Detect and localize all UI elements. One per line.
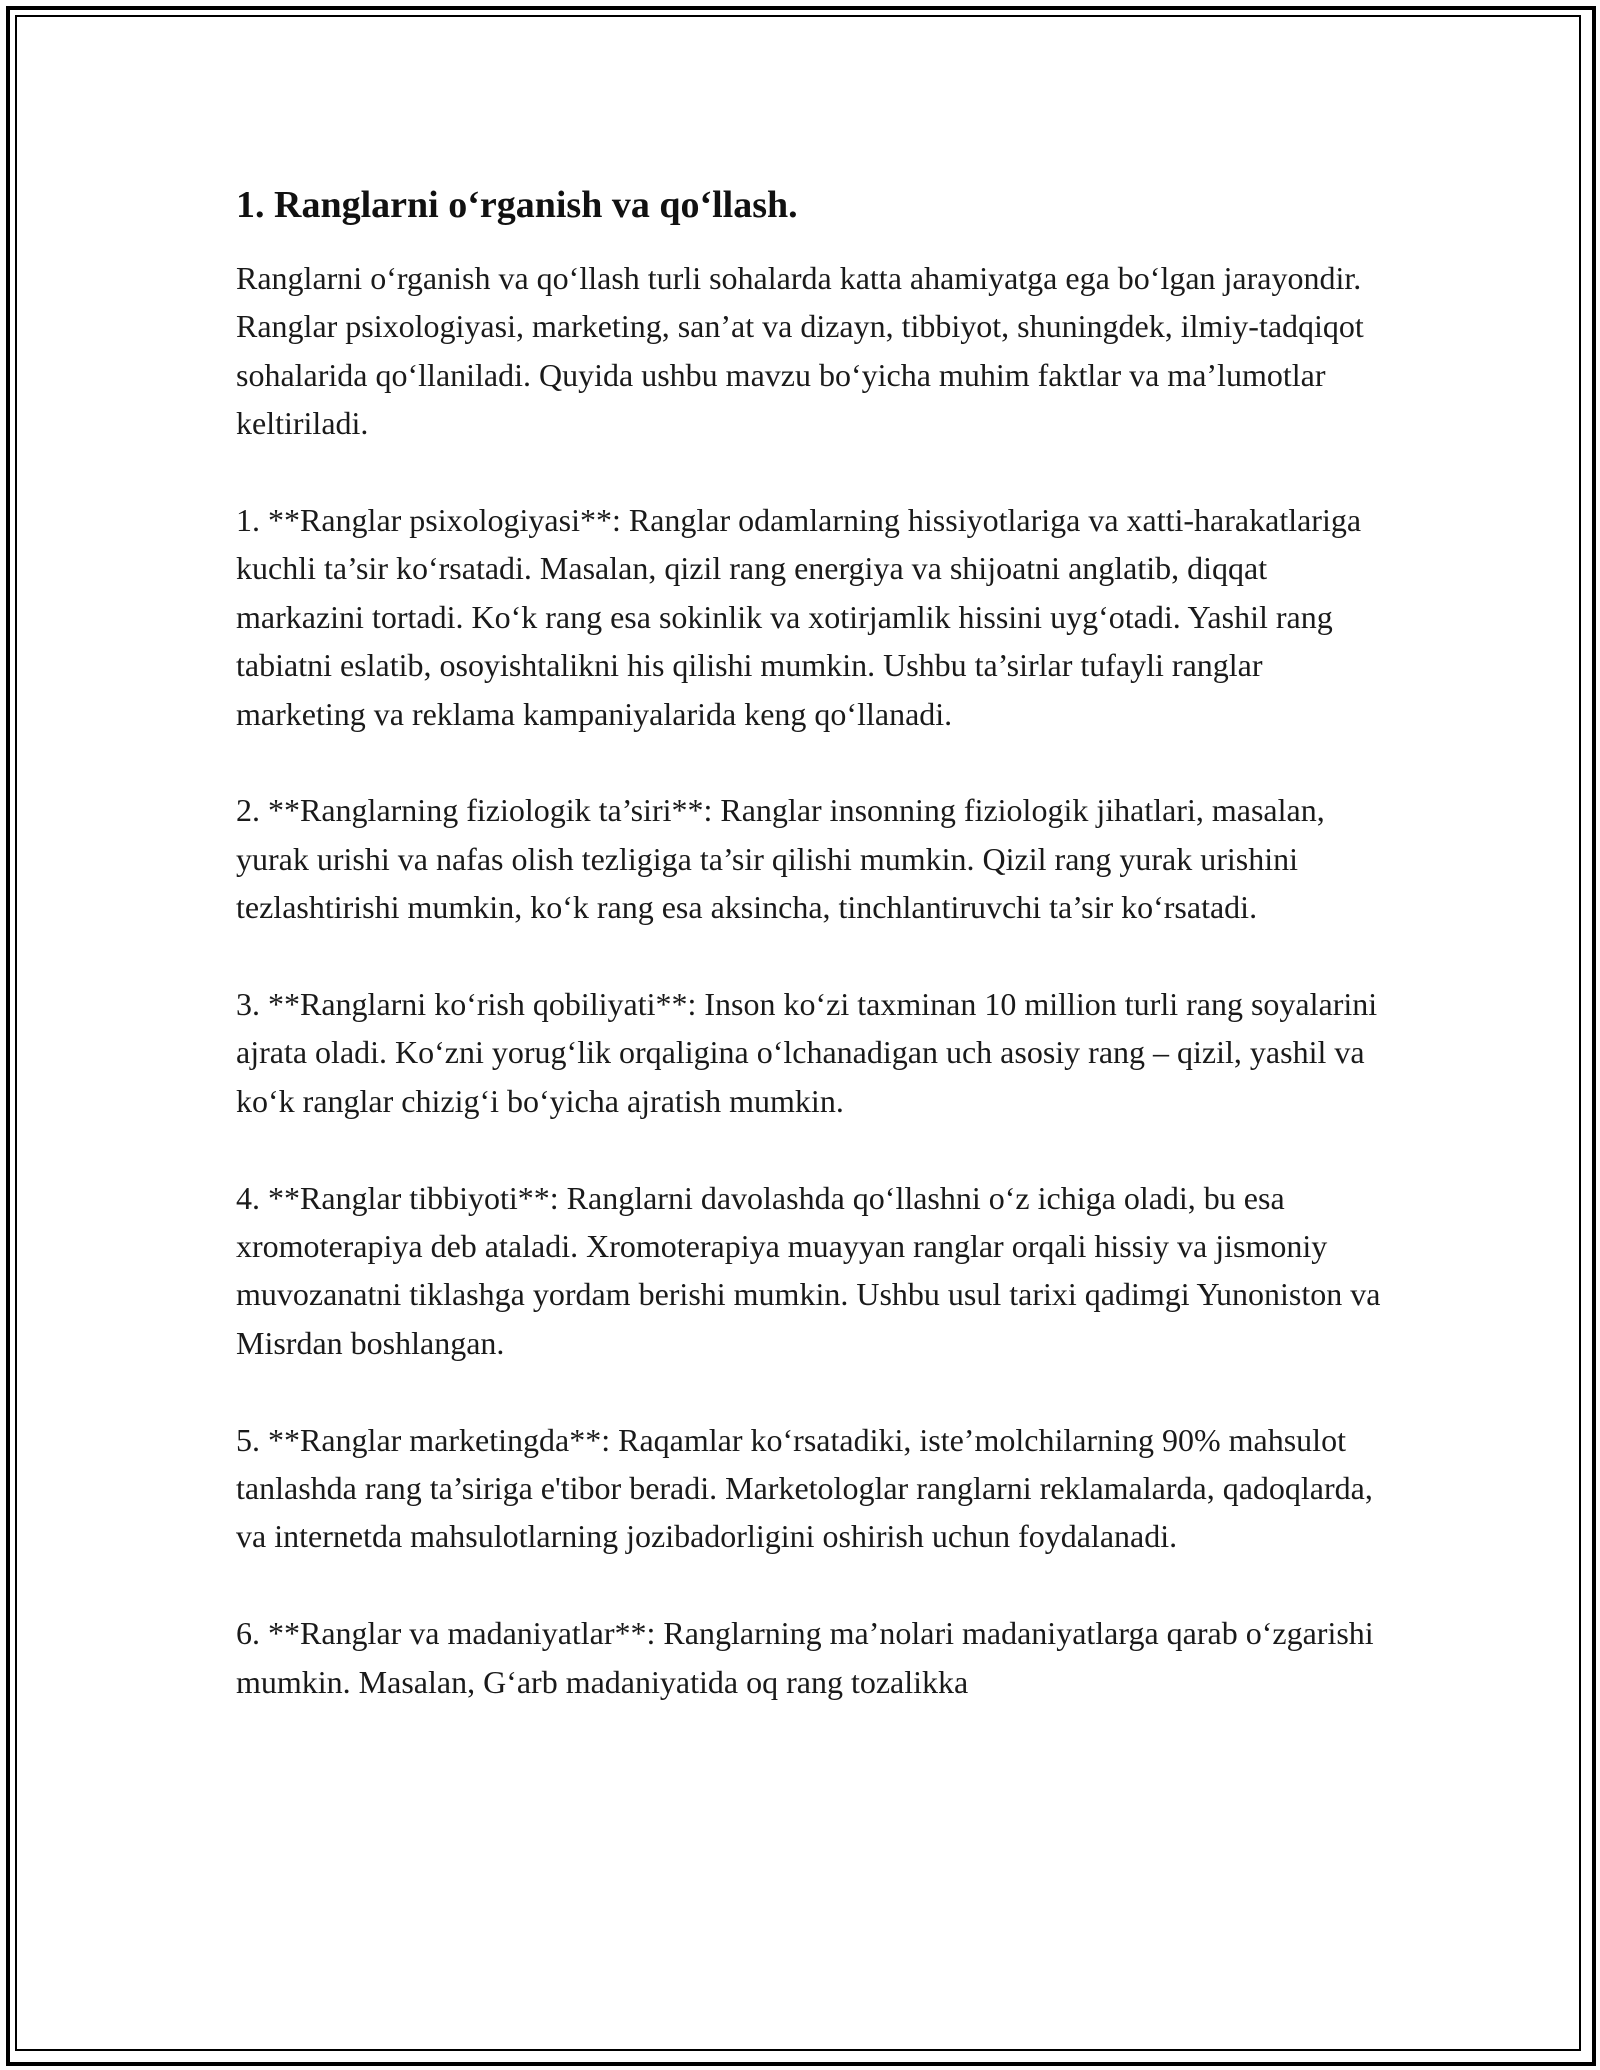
paragraph-item-6: 6. **Ranglar va madaniyatlar**: Ranglarning ma’nolari madaniyatlarga qarab o‘zgarishi mumkin. Masalan, G‘arb madaniyatida oq rang tozalikka — [236, 1615, 1374, 1700]
paragraph-intro: Ranglarni o‘rganish va qo‘llash turli sohalarda katta ahamiyatga ega bo‘lgan jarayondir. Ranglar psixologiyasi, marketing, san’at va dizayn, tibbiyot, shuningdek, ilmiy-tadqiqot sohalarida qo‘llaniladi. Quyida ushbu mavzu bo‘yicha muhim faktlar va ma’lumotlar keltiriladi. — [236, 260, 1364, 442]
document-title: 1. Ranglarni o‘rganish va qo‘llash. — [236, 184, 798, 226]
paragraph-item-4: 4. **Ranglar tibbiyoti**: Ranglarni davolashda qo‘llashni o‘z ichiga oladi, bu esa xromoterapiya deb ataladi. Xromoterapiya muayyan ranglar orqali hissiy va jismoniy muvozanatni tiklashga yordam berishi mumkin. Ushbu usul tarixi qadimgi Yunoniston va Misrdan boshlangan. — [236, 1179, 1381, 1361]
paragraph-item-2: 2. **Ranglarning fiziologik ta’siri**: Ranglar insonning fiziologik jihatlari, masalan, yurak urishi va nafas olish tezligiga ta’sir qilishi mumkin. Qizil rang yurak urishini tezlashtirishi mumkin, ko‘k rang esa aksincha, tinchlantiruvchi ta’sir ko‘rsatadi. — [236, 792, 1325, 926]
paragraph-item-1: 1. **Ranglar psixologiyasi**: Ranglar odamlarning hissiyotlariga va xatti-harakatlariga kuchli ta’sir ko‘rsatadi. Masalan, qizil rang energiya va shijoatni anglatib, diqqat markazini tortadi. Ko‘k rang esa sokinlik va xotirjamlik hissini uyg‘otadi. Yashil rang tabiatni eslatib, osoyishtalikni his qilishi mumkin. Ushbu ta’sirlar tufayli ranglar marketing va reklama kampaniyalarida keng qo‘llanadi. — [236, 502, 1362, 732]
paragraph-item-3: 3. **Ranglarni ko‘rish qobiliyati**: Inson ko‘zi taxminan 10 million turli rang soyalarini ajrata oladi. Ko‘zni yorug‘lik orqaligina o‘lchanadigan uch asosiy rang – qizil, yashil va ko‘k ranglar chizig‘i bo‘yicha ajratish mumkin. — [236, 986, 1378, 1119]
paragraph-item-5: 5. **Ranglar marketingda**: Raqamlar ko‘rsatadiki, iste’molchilarning 90% mahsulot tanlashda rang ta’siriga e'tibor beradi. Marketologlar ranglarni reklamalarda, qadoqlarda, va internetda mahsulotlarning jozibadorligini oshirish uchun foydalanadi. — [236, 1421, 1373, 1555]
document-body — [236, 182, 1396, 1754]
